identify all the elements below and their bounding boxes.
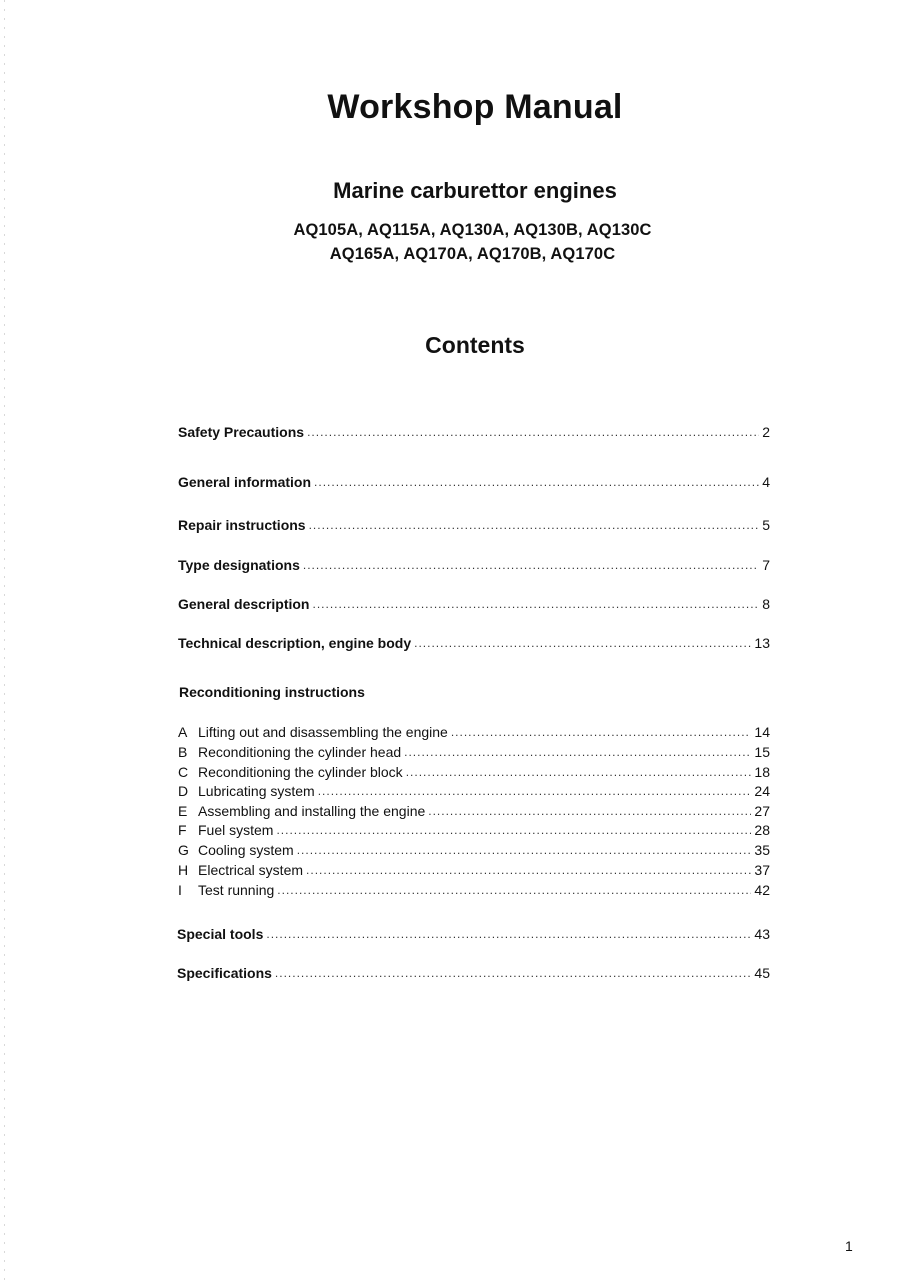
toc-subentry-letter: E (178, 803, 188, 819)
toc-entry-page: 28 (754, 822, 770, 838)
toc-leader-dots (277, 881, 751, 895)
toc-subentry-c[interactable] (178, 763, 770, 780)
toc-leader-dots (275, 964, 752, 978)
toc-entry-title: General description (178, 596, 310, 612)
toc-entry-title: Reconditioning the cylinder block (198, 764, 403, 780)
toc-subentry-b[interactable] (178, 743, 770, 760)
toc-entry-special-tools[interactable] (177, 925, 770, 942)
toc-leader-dots (406, 763, 752, 777)
toc-leader-dots (307, 423, 759, 437)
toc-leader-dots (404, 743, 751, 757)
toc-leader-dots (312, 595, 759, 609)
toc-entry-repair-instructions[interactable] (178, 516, 770, 533)
toc-entry-page: 45 (754, 965, 770, 981)
toc-subentry-letter: A (178, 724, 188, 740)
toc-entry-page: 35 (754, 842, 770, 858)
toc-leader-dots (306, 861, 751, 875)
toc-subentry-letter: G (178, 842, 189, 858)
toc-leader-dots (314, 473, 759, 487)
toc-entry-page: 5 (762, 517, 770, 533)
engine-models-line-2: AQ165A, AQ170A, AQ170B, AQ170C (329, 245, 616, 263)
toc-entry-page: 42 (754, 882, 770, 898)
toc-subentry-letter: F (178, 822, 187, 838)
toc-entry-title: Specifications (177, 965, 272, 981)
document-subtitle: Marine carburettor engines (333, 178, 617, 203)
toc-entry-title: Safety Precautions (178, 424, 305, 440)
toc-subentry-letter: I (178, 882, 182, 898)
toc-entry-title: Cooling system (198, 842, 294, 858)
toc-subentry-letter: D (178, 783, 189, 799)
toc-entry-general-description[interactable] (178, 595, 770, 612)
toc-entry-title: Electrical system (198, 862, 304, 878)
toc-subentry-letter: H (178, 862, 189, 878)
toc-subentry-g[interactable] (178, 841, 770, 858)
toc-subentry-h[interactable] (178, 861, 770, 878)
toc-subentry-a[interactable] (178, 723, 770, 740)
toc-entry-page: 14 (754, 724, 770, 740)
toc-entry-title: Lubricating system (198, 783, 315, 799)
toc-entry-title: General information (178, 474, 312, 490)
toc-entry-page: 24 (754, 783, 770, 799)
toc-entry-specifications[interactable] (177, 964, 770, 981)
toc-entry-technical-description[interactable] (178, 634, 770, 651)
toc-entry-page: 43 (754, 926, 770, 942)
toc-subentry-d[interactable] (178, 782, 770, 799)
toc-leader-dots (297, 841, 752, 855)
toc-entry-page: 7 (762, 557, 770, 573)
toc-leader-dots (309, 516, 760, 530)
toc-entry-page: 27 (754, 803, 770, 819)
toc-entry-general-information[interactable] (178, 473, 770, 490)
toc-entry-page: 37 (754, 862, 770, 878)
toc-entry-page: 13 (754, 635, 770, 651)
contents-heading: Contents (425, 332, 525, 358)
toc-entry-title: Assembling and installing the engine (198, 803, 426, 819)
toc-entry-safety-precautions[interactable] (178, 423, 770, 440)
toc-entry-type-designations[interactable] (178, 556, 770, 573)
toc-entry-title: Type designations (178, 557, 300, 573)
reconditioning-heading: Reconditioning instructions (179, 684, 365, 700)
toc-leader-dots (303, 556, 759, 570)
toc-entry-page: 4 (762, 474, 770, 490)
engine-models-line-1: AQ105A, AQ115A, AQ130A, AQ130B, AQ130C (293, 221, 652, 239)
toc-entry-title: Technical description, engine body (178, 635, 412, 651)
document-title: Workshop Manual (327, 88, 623, 126)
toc-leader-dots (276, 821, 751, 835)
toc-leader-dots (318, 782, 752, 796)
toc-subentry-e[interactable] (178, 802, 770, 819)
toc-entry-title: Repair instructions (178, 517, 306, 533)
toc-entry-title: Special tools (177, 926, 264, 942)
toc-leader-dots (451, 723, 752, 737)
toc-subentry-i[interactable] (178, 881, 770, 898)
toc-entry-title: Lifting out and disassembling the engine (198, 724, 448, 740)
toc-entry-title: Reconditioning the cylinder head (198, 744, 402, 760)
toc-entry-page: 2 (762, 424, 770, 440)
toc-entry-page: 15 (754, 744, 770, 760)
toc-leader-dots (428, 802, 751, 816)
page-number: 1 (845, 1238, 853, 1254)
toc-entry-page: 18 (754, 764, 770, 780)
toc-subentry-letter: C (178, 764, 189, 780)
toc-entry-title: Test running (198, 882, 275, 898)
toc-subentry-f[interactable] (178, 821, 770, 838)
toc-leader-dots (266, 925, 751, 939)
toc-entry-page: 8 (762, 596, 770, 612)
toc-leader-dots (414, 634, 751, 648)
toc-entry-title: Fuel system (198, 822, 274, 838)
toc-subentry-letter: B (178, 744, 188, 760)
